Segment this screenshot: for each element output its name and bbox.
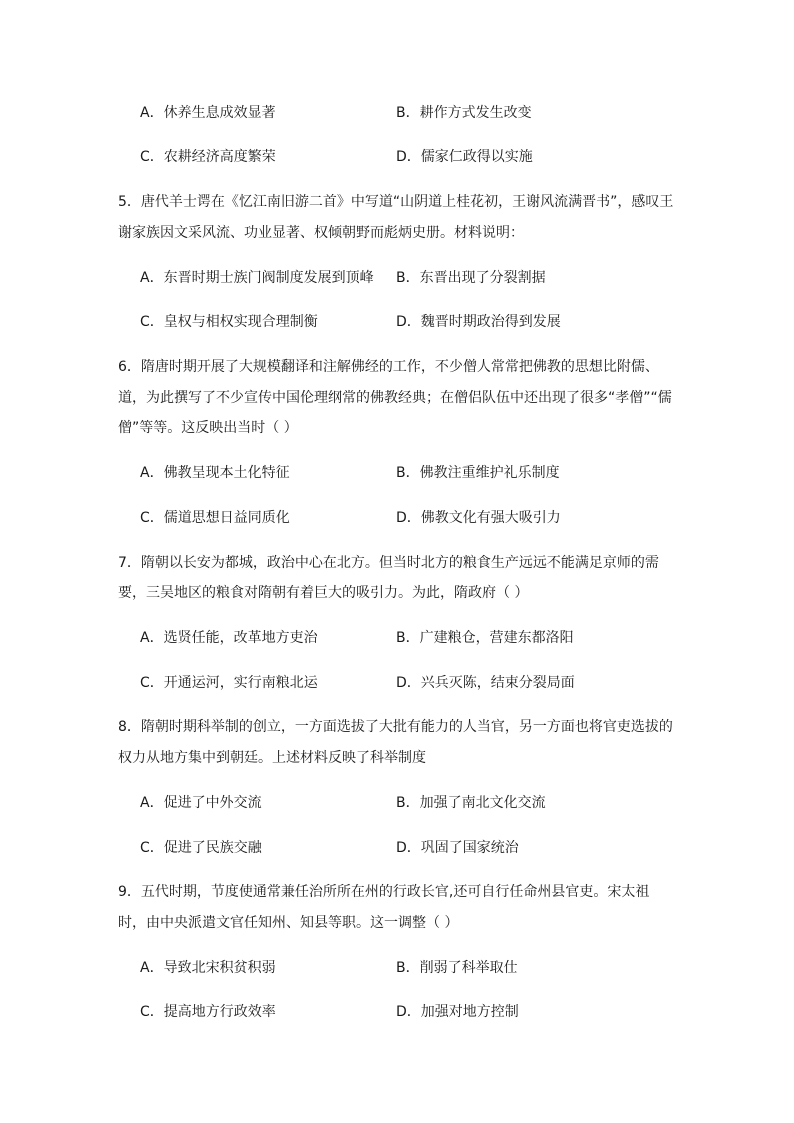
q9-option-b: B．削弱了科举取仕 bbox=[396, 960, 518, 976]
q5-option-d: D．魏晋时期政治得到发展 bbox=[396, 314, 561, 330]
q6-option-b: B．佛教注重维护礼乐制度 bbox=[396, 465, 560, 481]
q8-stem-line-1: 8．隋朝时期科举制的创立，一方面选拔了大批有能力的人当官，另一方面也将官吏选拔的 bbox=[118, 719, 673, 735]
q6-option-d: D．佛教文化有强大吸引力 bbox=[396, 510, 561, 526]
q9-stem-line-1: 9．五代时期，节度使通常兼任治所所在州的行政长官,还可自行任命州县官吏。宋太祖 bbox=[118, 884, 650, 900]
q4-option-c: C．农耕经济高度繁荣 bbox=[140, 149, 276, 165]
q8-option-a: A．促进了中外交流 bbox=[140, 795, 262, 811]
q8-option-b: B．加强了南北文化交流 bbox=[396, 795, 546, 811]
q9-option-a: A．导致北宋积贫积弱 bbox=[140, 960, 276, 976]
q7-stem-line-1: 7．隋朝以长安为都城，政治中心在北方。但当时北方的粮食生产远远不能满足京师的需 bbox=[118, 555, 659, 571]
q8-option-d: D．巩固了国家统治 bbox=[396, 840, 519, 856]
q9-option-c: C．提高地方行政效率 bbox=[140, 1004, 276, 1020]
q6-stem-line-2: 道，为此撰写了不少宣传中国伦理纲常的佛教经典；在僧侣队伍中还出现了很多“孝僧”“儒 bbox=[118, 390, 672, 406]
q6-stem-line-1: 6．隋唐时期开展了大规模翻译和注解佛经的工作，不少僧人常常把佛教的思想比附儒、 bbox=[118, 359, 659, 375]
q4-option-b: B．耕作方式发生改变 bbox=[396, 105, 532, 121]
q4-option-a: A．休养生息成效显著 bbox=[140, 105, 276, 121]
q5-option-b: B．东晋出现了分裂割据 bbox=[396, 270, 546, 286]
q5-stem-line-2: 谢家族因文采风流、功业显著、权倾朝野而彪炳史册。材料说明： bbox=[118, 225, 524, 241]
q6-option-a: A．佛教呈现本土化特征 bbox=[140, 465, 290, 481]
q5-stem-line-1: 5．唐代羊士谔在《忆江南旧游二首》中写道“山阴道上桂花初，王谢风流满晋书”，感叹王 bbox=[118, 194, 674, 210]
q7-option-a: A．选贤任能，改革地方吏治 bbox=[140, 630, 318, 646]
q9-stem-line-2: 时，由中央派遣文官任知州、知县等职。这一调整（ ） bbox=[118, 915, 459, 931]
q8-stem-line-2: 权力从地方集中到朝廷。上述材料反映了科举制度 bbox=[118, 750, 426, 766]
q5-option-a: A．东晋时期士族门阀制度发展到顶峰 bbox=[140, 270, 374, 286]
q7-option-c: C．开通运河，实行南粮北运 bbox=[140, 675, 318, 691]
q7-option-b: B．广建粮仓，营建东都洛阳 bbox=[396, 630, 574, 646]
q5-option-c: C．皇权与相权实现合理制衡 bbox=[140, 314, 318, 330]
q7-option-d: D．兴兵灭陈，结束分裂局面 bbox=[396, 675, 575, 691]
q6-stem-line-3: 僧”等等。这反映出当时（ ） bbox=[118, 420, 298, 436]
q9-option-d: D．加强对地方控制 bbox=[396, 1004, 519, 1020]
q4-option-d: D．儒家仁政得以实施 bbox=[396, 149, 533, 165]
q7-stem-line-2: 要，三吴地区的粮食对隋朝有着巨大的吸引力。为此，隋政府（ ） bbox=[118, 585, 529, 601]
q8-option-c: C．促进了民族交融 bbox=[140, 840, 262, 856]
q6-option-c: C．儒道思想日益同质化 bbox=[140, 510, 290, 526]
